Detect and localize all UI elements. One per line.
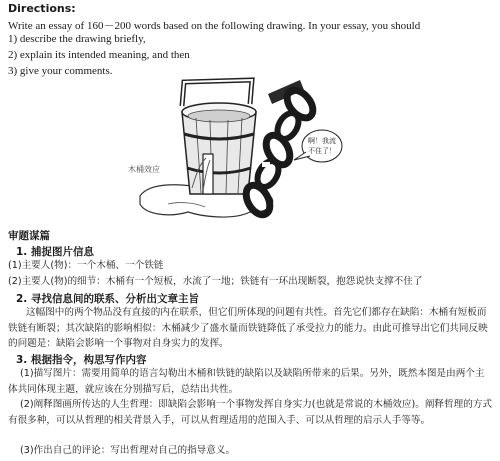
directions-title: Directions:: [8, 2, 76, 15]
directions-item-1: 1) describe the drawing briefly,: [8, 33, 146, 45]
section-3-paragraph-2: (2)阐释图画所传达的人生哲理：即缺陷会影响一个事物发挥自身实力(也就是常说的木桶效应)。阐释哲理的方式有很多种，可以从哲理的相关背景入手，可以从哲理适用的范围入手、可以从哲理的启示人手等等。: [8, 399, 492, 426]
section-2-heading: 2. 寻找信息间的联系、分析出文章主旨: [16, 293, 199, 305]
cartoon-drawing: [0, 76, 500, 226]
directions-instruction: Write an essay of 160－200 words based on the following drawing. In your essay, you should: [8, 20, 421, 32]
drawing-caption: 木桶效应: [128, 165, 160, 174]
speech-bubble: [294, 130, 342, 162]
section-3-paragraph-1: (1)描写图片：需要用简单的语言勾勒出木桶和铁链的缺陷以及缺陷所带来的后果。另外，既然本图是由两个主体共同体现主题，就应该在分别描写后，总结出共性。: [8, 368, 485, 395]
directions-item-3: 3) give your comments.: [8, 65, 113, 77]
wooden-bucket: [182, 103, 256, 194]
broken-link-gap: [262, 162, 270, 167]
speech-text-2: 不住了！: [308, 147, 336, 155]
section-1-line-1: (1)主要人(物)：一个木桶、一个铁链: [8, 260, 164, 271]
speech-text-1: 啊！我流: [308, 137, 336, 145]
directions-item-2: 2) explain its intended meaning, and then: [8, 49, 190, 61]
section-1-line-2: (2)主要人(物)的细节：木桶有一个短板，水流了一地；铁链有一环出现断裂，抱怨说快支撑不住了: [8, 276, 423, 287]
analysis-title: 审题谋篇: [8, 230, 50, 242]
section-3-paragraph-3: (3)作出自己的评论：写出哲理对自己的指导意义。: [20, 445, 236, 456]
bucket-handle: [182, 80, 252, 106]
section-1-heading: 1. 捕捉图片信息: [16, 246, 94, 258]
section-3-heading: 3. 根据指令，构思写作内容: [16, 354, 147, 366]
section-2-paragraph: 这幅图中的两个物品没有直接的内在联系，但它们所体现的问题有共性。首先它们都存在缺陷：木桶有短板而铁链有断裂；其次缺陷的影响相似：木桶减少了盛水量而铁链降低了承受拉力的能力。由此可推导出它们共同反映的问题是：缺陷会影响一个事物对自身实力的发挥。: [8, 307, 488, 349]
